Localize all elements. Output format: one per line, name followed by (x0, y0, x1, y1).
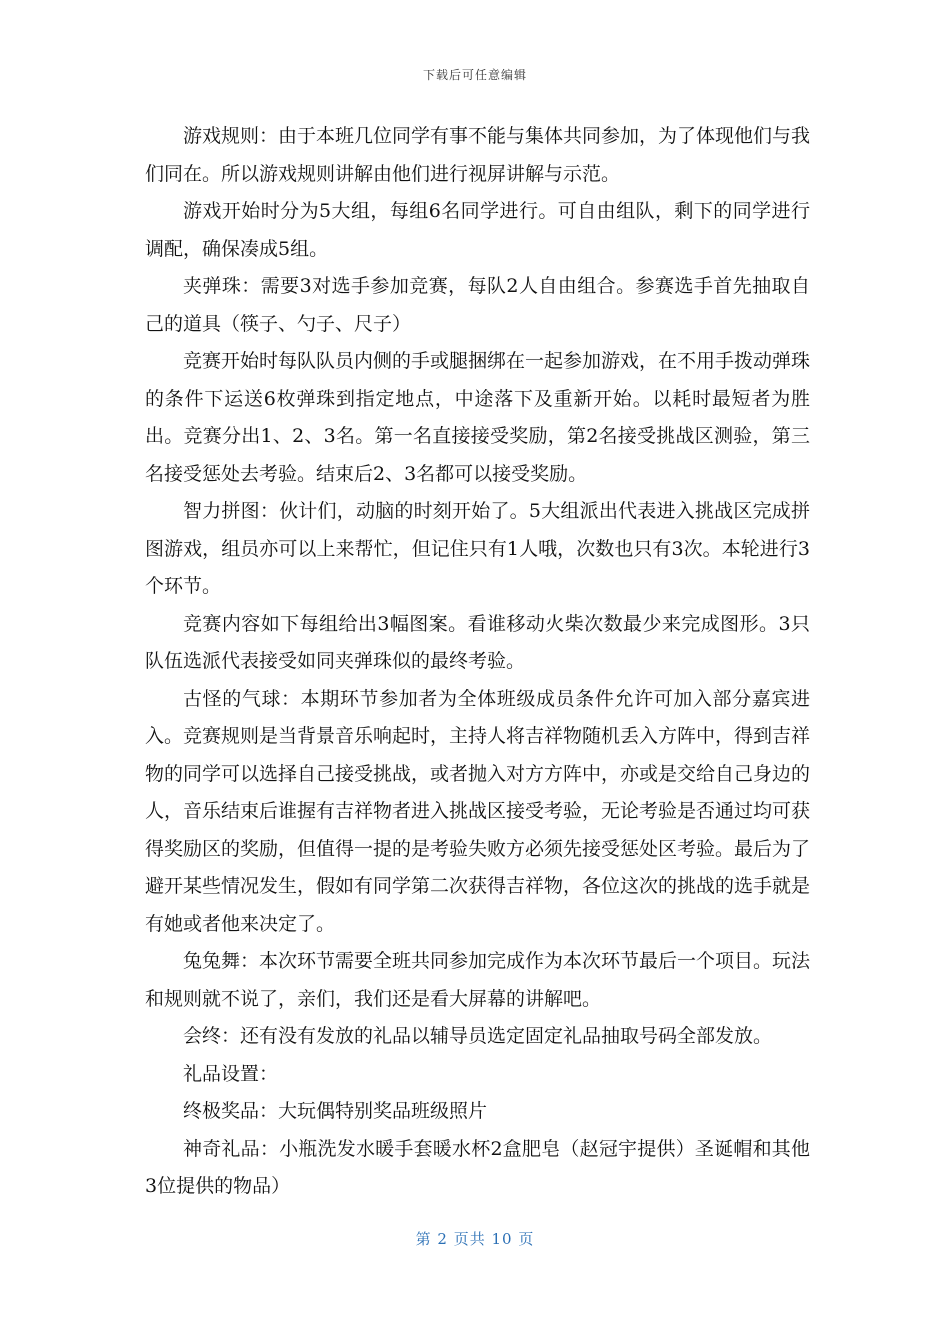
paragraph-marble-rules: 竞赛开始时每队队员内侧的手或腿捆绑在一起参加游戏，在不用手拨动弹珠的条件下运送6枚弹珠到指定地点，中途落下及重新开始。以耗时最短者为胜出。竞赛分出1、2、3名。第一名直接接受奖励，第2名接受挑战区测验，第三名接受惩处去考验。结束后2、3名都可以接受奖励。 (145, 350, 811, 485)
paragraph-game-rules: 游戏规则：由于本班几位同学有事不能与集体共同参加，为了体现他们与我们同在。所以游戏规则讲解由他们进行视屏讲解与示范。 (145, 125, 811, 185)
paragraph-grouping: 游戏开始时分为5大组，每组6名同学进行。可自由组队，剩下的同学进行调配，确保凑成5组。 (145, 200, 810, 260)
page-footer: 第 2 页共 10 页 (415, 1230, 535, 1248)
paragraph-bunny-dance: 兔兔舞：本次环节需要全班共同参加完成作为本次环节最后一个项目。玩法和规则就不说了，亲们，我们还是看大屏幕的讲解吧。 (145, 950, 811, 1010)
paragraph-magic-gifts: 神奇礼品：小瓶洗发水暖手套暖水杯2盒肥皂（赵冠宇提供）圣诞帽和其他3位提供的物品） (145, 1137, 810, 1197)
paragraph-grand-prize: 终极奖品：大玩偶特别奖品班级照片 (183, 1100, 488, 1122)
page-header: 下载后可任意编辑 (422, 68, 527, 82)
paragraph-gift-settings: 礼品设置： (183, 1062, 279, 1085)
paragraph-marble-pinch: 夹弹珠：需要3对选手参加竞赛，每队2人自由组合。参赛选手首先抽取自己的道具（筷子、勺子、尺子） (145, 275, 810, 335)
paragraph-balloon: 古怪的气球：本期环节参加者为全体班级成员条件允许可加入部分嘉宾进入。竞赛规则是当背景音乐响起时，主持人将吉祥物随机丢入方阵中，得到吉祥物的同学可以选择自己接受挑战，或者抛入对方方阵中，亦或是交给自己身边的人，音乐结束后谁握有吉祥物者进入挑战区接受考验，无论考验是否通过均可获得奖励区的奖励，但值得一提的是考验失败方必须先接受惩处区考验。最后为了避开某些情况发生，假如有同学第二次获得吉祥物，各位这次的挑战的选手就是有她或者他来决定了。 (145, 687, 811, 935)
paragraph-puzzle-content: 竞赛内容如下每组给出3幅图案。看谁移动火柴次数最少来完成图形。3只队伍选派代表接受如同夹弹珠似的最终考验。 (145, 612, 810, 672)
document-body (145, 118, 810, 1206)
paragraph-closing: 会终：还有没有发放的礼品以辅导员选定固定礼品抽取号码全部发放。 (183, 1025, 773, 1047)
paragraph-puzzle: 智力拼图：伙计们，动脑的时刻开始了。5大组派出代表进入挑战区完成拼图游戏，组员亦可以上来帮忙，但记住只有1人哦，次数也只有3次。本轮进行3个环节。 (145, 500, 810, 597)
